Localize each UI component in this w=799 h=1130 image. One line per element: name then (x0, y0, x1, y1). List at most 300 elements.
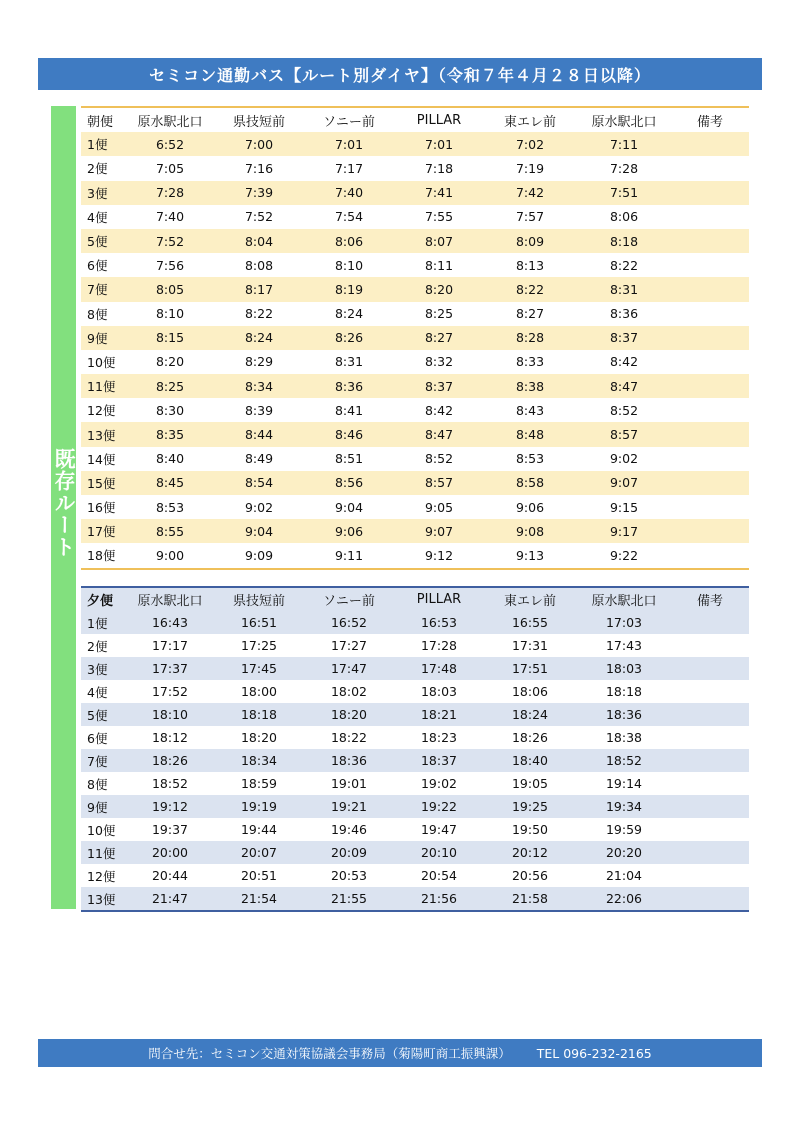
time-cell: 9:12 (424, 547, 454, 563)
table-row (81, 350, 749, 374)
time-cell: 19:37 (151, 822, 189, 837)
contact-footer (38, 1039, 762, 1067)
time-cell: 18:23 (420, 730, 458, 745)
time-cell: 20:54 (420, 868, 458, 883)
time-cell: 8:55 (125, 519, 215, 543)
time-cell: 16:52 (303, 611, 395, 634)
time-cell: 17:31 (511, 638, 549, 653)
time-cell: 8:18 (577, 229, 671, 253)
time-cell: 17:52 (151, 684, 189, 699)
time-cell: 8:57 (577, 422, 671, 446)
time-cell: 22:06 (577, 887, 671, 911)
time-cell: 9:04 (215, 519, 303, 543)
table-row (81, 749, 749, 772)
remarks-cell (671, 864, 749, 887)
remarks-cell (671, 422, 749, 446)
trip-number: 10便 (87, 354, 116, 370)
time-cell: 8:24 (215, 326, 303, 350)
time-cell: 19:34 (577, 795, 671, 818)
time-cell: 8:29 (244, 354, 274, 370)
time-cell: 16:43 (125, 611, 215, 634)
time-cell: 8:32 (424, 354, 454, 370)
column-header: PILLAR (416, 112, 462, 128)
time-cell: 8:52 (609, 402, 639, 418)
evening-timetable (81, 586, 749, 912)
column-header: 備考 (696, 114, 723, 130)
table-row (81, 703, 749, 726)
time-cell: 9:04 (334, 499, 364, 515)
time-cell: 8:20 (395, 277, 483, 301)
remarks-cell (671, 841, 749, 864)
table-row (81, 519, 749, 543)
table-row (81, 422, 749, 446)
time-cell: 20:12 (483, 841, 577, 864)
time-cell: 8:13 (515, 257, 545, 273)
remarks-cell (671, 495, 749, 519)
time-cell: 18:36 (577, 703, 671, 726)
time-cell: 7:52 (125, 229, 215, 253)
time-cell: 17:47 (303, 657, 395, 680)
remarks-cell (671, 156, 749, 180)
time-cell: 19:44 (240, 822, 278, 837)
time-cell: 21:04 (605, 868, 643, 883)
time-cell: 8:28 (483, 326, 577, 350)
time-cell: 8:57 (395, 471, 483, 495)
morning-timetable (81, 106, 749, 570)
time-cell: 19:46 (330, 822, 368, 837)
trip-number: 12便 (87, 403, 116, 419)
time-cell: 9:07 (577, 471, 671, 495)
time-cell: 7:40 (303, 181, 395, 205)
time-cell: 8:40 (155, 451, 185, 467)
time-cell: 20:09 (303, 841, 395, 864)
time-cell: 18:10 (125, 703, 215, 726)
time-cell: 20:10 (395, 841, 483, 864)
time-cell: 20:20 (577, 841, 671, 864)
table-row (81, 657, 749, 680)
time-cell: 18:20 (303, 703, 395, 726)
time-cell: 19:12 (125, 795, 215, 818)
time-cell: 7:01 (303, 132, 395, 156)
time-cell: 7:28 (125, 181, 215, 205)
remarks-cell (671, 181, 749, 205)
column-header: 朝便 (87, 114, 114, 130)
time-cell: 7:51 (577, 181, 671, 205)
time-cell: 8:36 (609, 306, 639, 322)
time-cell: 7:17 (334, 160, 364, 176)
table-row (81, 841, 749, 864)
table-row (81, 326, 749, 350)
remarks-cell (671, 634, 749, 657)
time-cell: 8:39 (244, 402, 274, 418)
time-cell: 9:07 (395, 519, 483, 543)
table-row (81, 181, 749, 205)
time-cell: 8:34 (215, 374, 303, 398)
time-cell: 8:53 (515, 451, 545, 467)
time-cell: 18:03 (577, 657, 671, 680)
time-cell: 8:10 (155, 306, 185, 322)
time-cell: 16:51 (215, 611, 303, 634)
time-cell: 9:17 (577, 519, 671, 543)
time-cell: 9:09 (244, 547, 274, 563)
time-cell: 8:27 (515, 306, 545, 322)
time-cell: 18:26 (125, 749, 215, 772)
time-cell: 9:00 (155, 547, 185, 563)
time-cell: 7:01 (395, 132, 483, 156)
time-cell: 17:25 (240, 638, 278, 653)
trip-number: 9便 (81, 326, 125, 350)
table-row (81, 611, 749, 634)
time-cell: 8:22 (483, 277, 577, 301)
route-label-text: 既存ルート (52, 448, 76, 558)
morning-header-row (81, 107, 749, 132)
time-cell: 8:42 (609, 354, 639, 370)
time-cell: 7:42 (483, 181, 577, 205)
time-cell: 7:16 (244, 160, 274, 176)
remarks-cell (671, 471, 749, 495)
trip-number: 17便 (81, 519, 125, 543)
time-cell: 8:36 (303, 374, 395, 398)
remarks-cell (671, 543, 749, 568)
table-row (81, 864, 749, 887)
trip-number: 7便 (81, 749, 125, 772)
remarks-cell (671, 749, 749, 772)
phone-number: TEL 096-232-2165 (536, 1045, 652, 1061)
time-cell: 19:47 (420, 822, 458, 837)
trip-number: 11便 (81, 841, 125, 864)
time-cell: 17:37 (125, 657, 215, 680)
time-cell: 8:24 (334, 306, 364, 322)
time-cell: 8:33 (515, 354, 545, 370)
time-cell: 20:00 (125, 841, 215, 864)
time-cell: 8:49 (244, 451, 274, 467)
table-row (81, 447, 749, 471)
time-cell: 7:41 (395, 181, 483, 205)
time-cell: 18:37 (395, 749, 483, 772)
remarks-cell (671, 374, 749, 398)
time-cell: 8:56 (303, 471, 395, 495)
time-cell: 8:17 (215, 277, 303, 301)
time-cell: 8:43 (515, 402, 545, 418)
time-cell: 8:38 (483, 374, 577, 398)
table-row (81, 229, 749, 253)
time-cell: 8:54 (215, 471, 303, 495)
time-cell: 7:00 (215, 132, 303, 156)
time-cell: 18:20 (240, 730, 278, 745)
trip-number: 10便 (87, 822, 116, 838)
remarks-cell (671, 350, 749, 374)
time-cell: 9:08 (483, 519, 577, 543)
time-cell: 8:07 (395, 229, 483, 253)
time-cell: 17:45 (215, 657, 303, 680)
time-cell: 8:25 (125, 374, 215, 398)
time-cell: 8:45 (125, 471, 215, 495)
column-header: 原水駅北口 (591, 114, 657, 130)
remarks-cell (671, 398, 749, 422)
time-cell: 8:35 (125, 422, 215, 446)
time-cell: 17:48 (395, 657, 483, 680)
trip-number: 2便 (87, 161, 108, 177)
table-row (81, 818, 749, 841)
time-cell: 18:21 (395, 703, 483, 726)
time-cell: 8:41 (334, 402, 364, 418)
time-cell: 18:22 (330, 730, 368, 745)
trip-number: 1便 (81, 611, 125, 634)
trip-number: 4便 (87, 684, 108, 700)
column-header: 備考 (671, 587, 749, 611)
evening-header-row (81, 587, 749, 611)
time-cell: 18:24 (483, 703, 577, 726)
time-cell: 17:03 (577, 611, 671, 634)
time-cell: 20:07 (215, 841, 303, 864)
time-cell: 18:52 (151, 776, 189, 791)
time-cell: 17:28 (420, 638, 458, 653)
time-cell: 20:51 (240, 868, 278, 883)
table-row (81, 156, 749, 180)
trip-number: 2便 (87, 638, 108, 654)
remarks-cell (671, 229, 749, 253)
trip-number: 3便 (81, 181, 125, 205)
remarks-cell (671, 795, 749, 818)
page-title: セミコン通勤バス【ルート別ダイヤ】（令和７年４月２８日以降） (38, 58, 762, 90)
time-cell: 18:34 (215, 749, 303, 772)
trip-number: 12便 (87, 868, 116, 884)
time-cell: 7:54 (334, 209, 364, 225)
time-cell: 19:59 (605, 822, 643, 837)
time-cell: 7:28 (609, 160, 639, 176)
time-cell: 8:27 (395, 326, 483, 350)
time-cell: 8:30 (155, 402, 185, 418)
time-cell: 18:59 (240, 776, 278, 791)
time-cell: 8:26 (303, 326, 395, 350)
time-cell: 8:42 (424, 402, 454, 418)
time-cell: 18:00 (240, 684, 278, 699)
time-cell: 9:22 (609, 547, 639, 563)
time-cell: 21:56 (395, 887, 483, 911)
column-header: ソニー前 (323, 114, 375, 130)
table-row (81, 302, 749, 326)
table-row (81, 726, 749, 749)
time-cell: 18:36 (303, 749, 395, 772)
time-cell: 21:55 (303, 887, 395, 911)
time-cell: 8:44 (215, 422, 303, 446)
table-row (81, 680, 749, 703)
time-cell: 8:09 (483, 229, 577, 253)
time-cell: 18:02 (330, 684, 368, 699)
table-row (81, 374, 749, 398)
time-cell: 19:05 (511, 776, 549, 791)
table-row (81, 634, 749, 657)
time-cell: 18:52 (577, 749, 671, 772)
time-cell: 8:48 (483, 422, 577, 446)
time-cell: 9:05 (424, 499, 454, 515)
column-header: 県技短前 (215, 587, 303, 611)
time-cell: 8:53 (155, 499, 185, 515)
time-cell: 7:18 (424, 160, 454, 176)
trip-number: 8便 (87, 306, 108, 322)
trip-number: 13便 (81, 422, 125, 446)
remarks-cell (671, 277, 749, 301)
time-cell: 9:02 (609, 451, 639, 467)
time-cell: 7:57 (515, 209, 545, 225)
remarks-cell (671, 772, 749, 795)
time-cell: 21:47 (125, 887, 215, 911)
trip-number: 15便 (81, 471, 125, 495)
time-cell: 19:21 (303, 795, 395, 818)
table-row (81, 205, 749, 229)
trip-number: 6便 (87, 258, 108, 274)
time-cell: 8:15 (125, 326, 215, 350)
remarks-cell (671, 447, 749, 471)
remarks-cell (671, 611, 749, 634)
time-cell: 20:56 (511, 868, 549, 883)
table-row (81, 887, 749, 911)
time-cell: 8:47 (577, 374, 671, 398)
trip-number: 13便 (81, 887, 125, 911)
time-cell: 17:27 (330, 638, 368, 653)
time-cell: 9:02 (244, 499, 274, 515)
contact-text: 問合せ先：セミコン交通対策協議会事務局（菊陽町商工振興課） (148, 1046, 511, 1061)
time-cell: 7:11 (577, 132, 671, 156)
time-cell: 9:13 (515, 547, 545, 563)
time-cell: 18:06 (511, 684, 549, 699)
time-cell: 8:22 (609, 257, 639, 273)
time-cell: 18:38 (605, 730, 643, 745)
time-cell: 17:51 (483, 657, 577, 680)
time-cell: 19:19 (215, 795, 303, 818)
column-header: 東エレ前 (483, 587, 577, 611)
time-cell: 8:19 (303, 277, 395, 301)
time-cell: 6:52 (125, 132, 215, 156)
column-header: 東エレ前 (503, 114, 556, 130)
trip-number: 3便 (81, 657, 125, 680)
remarks-cell (671, 302, 749, 326)
table-row (81, 253, 749, 277)
remarks-cell (671, 657, 749, 680)
trip-number: 9便 (81, 795, 125, 818)
time-cell: 19:14 (605, 776, 643, 791)
trip-number: 18便 (87, 548, 116, 564)
table-row (81, 277, 749, 301)
trip-number: 8便 (87, 776, 108, 792)
trip-number: 16便 (87, 500, 116, 516)
remarks-cell (671, 326, 749, 350)
time-cell: 16:53 (395, 611, 483, 634)
remarks-cell (671, 519, 749, 543)
trip-number: 7便 (81, 277, 125, 301)
time-cell: 8:31 (334, 354, 364, 370)
trip-number: 1便 (81, 132, 125, 156)
time-cell: 8:37 (577, 326, 671, 350)
time-cell: 7:55 (424, 209, 454, 225)
time-cell: 20:53 (330, 868, 368, 883)
time-cell: 7:39 (215, 181, 303, 205)
time-cell: 7:56 (155, 257, 185, 273)
remarks-cell (671, 887, 749, 911)
remarks-cell (671, 132, 749, 156)
route-label (51, 106, 76, 909)
table-row (81, 495, 749, 519)
table-row (81, 795, 749, 818)
time-cell: 18:12 (151, 730, 189, 745)
time-cell: 9:15 (609, 499, 639, 515)
time-cell: 8:31 (577, 277, 671, 301)
time-cell: 19:02 (420, 776, 458, 791)
table-row (81, 543, 749, 568)
time-cell: 18:18 (605, 684, 643, 699)
time-cell: 18:26 (511, 730, 549, 745)
column-header: 原水駅北口 (125, 587, 215, 611)
table-row (81, 398, 749, 422)
time-cell: 7:19 (515, 160, 545, 176)
time-cell: 21:54 (215, 887, 303, 911)
time-cell: 8:06 (303, 229, 395, 253)
column-header: 夕便 (81, 587, 125, 611)
time-cell: 17:17 (151, 638, 189, 653)
time-cell: 8:51 (334, 451, 364, 467)
time-cell: 8:47 (395, 422, 483, 446)
column-header: PILLAR (395, 587, 483, 611)
time-cell: 8:58 (483, 471, 577, 495)
time-cell: 19:50 (511, 822, 549, 837)
time-cell: 8:10 (334, 257, 364, 273)
trip-number: 4便 (87, 209, 108, 225)
table-row (81, 471, 749, 495)
time-cell: 8:46 (303, 422, 395, 446)
column-header: 原水駅北口 (137, 114, 203, 130)
time-cell: 8:11 (424, 257, 454, 273)
time-cell: 8:22 (244, 306, 274, 322)
column-header: ソニー前 (303, 587, 395, 611)
time-cell: 9:11 (334, 547, 364, 563)
time-cell: 18:03 (420, 684, 458, 699)
time-cell: 19:22 (395, 795, 483, 818)
table-row (81, 772, 749, 795)
remarks-cell (671, 703, 749, 726)
column-header: 県技短前 (232, 114, 285, 130)
time-cell: 8:25 (424, 306, 454, 322)
trip-number: 5便 (81, 229, 125, 253)
time-cell: 8:06 (609, 209, 639, 225)
remarks-cell (671, 253, 749, 277)
time-cell: 8:20 (155, 354, 185, 370)
remarks-cell (671, 726, 749, 749)
time-cell: 18:18 (215, 703, 303, 726)
time-cell: 21:58 (483, 887, 577, 911)
time-cell: 8:05 (125, 277, 215, 301)
time-cell: 19:01 (330, 776, 368, 791)
time-cell: 7:05 (155, 160, 185, 176)
time-cell: 16:55 (483, 611, 577, 634)
remarks-cell (671, 680, 749, 703)
time-cell: 8:08 (244, 257, 274, 273)
trip-number: 6便 (87, 730, 108, 746)
time-cell: 17:43 (605, 638, 643, 653)
column-header: 原水駅北口 (577, 587, 671, 611)
time-cell: 7:02 (483, 132, 577, 156)
remarks-cell (671, 205, 749, 229)
trip-number: 11便 (81, 374, 125, 398)
trip-number: 5便 (81, 703, 125, 726)
time-cell: 19:25 (483, 795, 577, 818)
table-row (81, 132, 749, 156)
time-cell: 8:52 (424, 451, 454, 467)
time-cell: 20:44 (151, 868, 189, 883)
time-cell: 18:40 (483, 749, 577, 772)
time-cell: 7:40 (155, 209, 185, 225)
time-cell: 8:04 (215, 229, 303, 253)
trip-number: 14便 (87, 451, 116, 467)
